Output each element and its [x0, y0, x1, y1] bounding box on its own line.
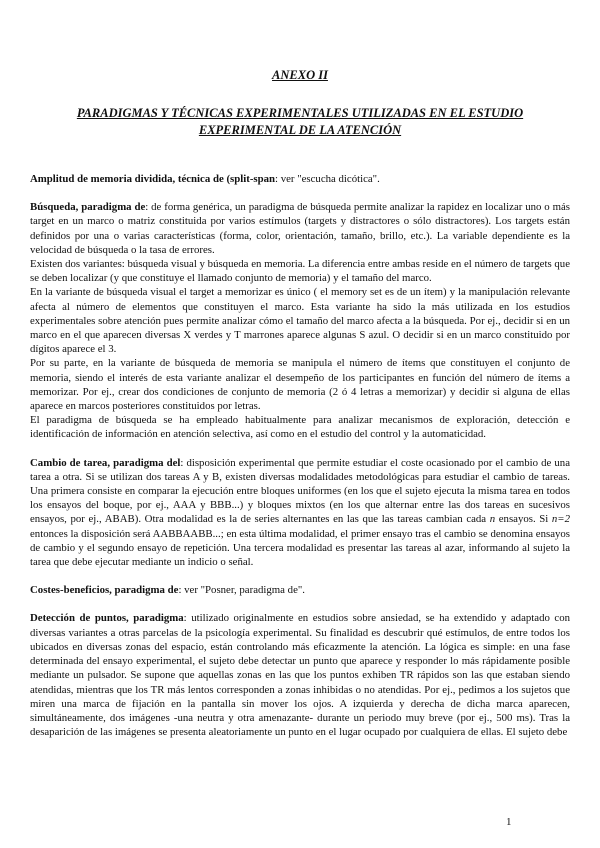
entry-term: Cambio de tarea, paradigma del — [30, 456, 181, 469]
entry-costes — [30, 583, 570, 597]
paragraph: En la variante de búsqueda visual el target a memorizar es único ( el memory set es de un ítem) y la manipulación relevante afecta al número de elementos que constituyen el marco. Esta variante ha sido la más utilizada en los estudios experimentales sobre atención pues permite analizar cómo el tamaño del marco afecta a la búsqueda. Por ej., decidir si en un marco en el que aparecen diversas X verdes y T marrones aparece algunas S azul. O decidir si en un marco constituido por dígitos aparece el 3. — [30, 286, 570, 356]
entry-term: Búsqueda, paradigma de — [30, 201, 146, 214]
entry-term: Costes-beneficios, paradigma de — [30, 584, 179, 597]
entry-text: entonces la disposición será AABBAABB...; en esta última modalidad, el primer ensayo tras el cambio se denomina ensayos de cambio y el segundo ensayo de repetición. Una tercera modalidad es presentar las tareas al azar, informando al sujeto la tarea que debe ejecutar mediante un indicio o señal. — [30, 527, 570, 569]
entry-text: ensayos. Si — [495, 513, 552, 526]
variable-n: n — [489, 513, 496, 526]
page-number: 1 — [506, 816, 512, 828]
entry-text: : ver "escucha dicótica". — [275, 173, 380, 185]
paragraph: El paradigma de búsqueda se ha empleado habitualmente para analizar mecanismos de exploración, detección e identificación de información en atención selectiva, así como en el estudio del control y la automaticidad. — [30, 414, 570, 441]
entry-text: : ver "Posner, paradigma de". — [178, 584, 305, 597]
entry-busqueda — [30, 200, 570, 257]
paragraph: Existen dos variantes: búsqueda visual y búsqueda en memoria. La diferencia entre ambas reside en el número de targets que se deben localizar (y que constituye el llamado conjunto de memoria) y el tamaño del marco. — [30, 258, 570, 285]
entry-term: Detección de puntos, paradigma — [30, 612, 184, 625]
document-title: PARADIGMAS Y TÉCNICAS EXPERIMENTALES UTILIZADAS EN EL ESTUDIO EXPERIMENTAL DE LA ATENCIÓN — [76, 106, 524, 137]
annex-heading: ANEXO II — [272, 68, 328, 82]
entry-text: : de forma genérica, un paradigma de búsqueda permite analizar la rapidez en localizar uno o más target en un marco o matriz constituida por varios estímulos (targets y distractores o sólo distractores). Los targets están definidos por una o varias características (forma, color, orientación, tamaño, brillo, etc.). La variable dependiente es la velocidad de búsqueda o la tasa de errores. — [30, 201, 570, 256]
entry-cambio — [30, 456, 570, 570]
entry-text: : utilizado originalmente en estudios sobre ansiedad, se ha extendido y adaptado con diversas variantes a otras parcelas de la psicología experimental. Su finalidad es descubrir qué estímulos, de entre todos los ubicados en diversas zonas del espacio, están controlando más eficazmente la atención. La lógica es simple: en una fase determinada del ensayo experimental, el sujeto debe detectar un punto que aparece y responder lo más rápidamente posible mediante un pulsador. Se supone que aquellas zonas en las que los puntos exhiben TR rápidos son las que estaban siendo atendidas, mientras que los TR más lentos corresponden a zonas inhibidas o no atendidas. Por ej., pedimos a los sujetos que miren una marca de fijación en la pantalla sin mover los ojos. A izquierda y derecha de dicha marca aparecen, simultáneamente, dos imágenes -una neutra y otra amenazante- durante un periodo muy breve (por ej., 500 ms). Tras la desaparición de las imágenes se presenta aleatoriamente un punto en el lugar ocupado por cualquiera de ellas. El sujeto debe — [30, 612, 570, 739]
entry-term: Amplitud de memoria dividida, técnica de (split-span — [30, 173, 276, 185]
entry-deteccion — [30, 611, 570, 739]
entry-amplitud — [30, 172, 570, 186]
paragraph: Por su parte, en la variante de búsqueda de memoria se manipula el número de ítems que constituyen el conjunto de memoria, siendo el interés de esta variante analizar el desempeño de los participantes en función del número de ítems a memorizar. Por ej., crear dos condiciones de conjunto de memoria (2 ó 4 letras a memorizar) y decidir si alguna de ellas aparece en marcos posteriores constituidos por letras. — [30, 357, 570, 413]
variable-n-equals-2: n=2 — [551, 513, 570, 526]
entry-text: : disposición experimental que permite estudiar el coste ocasionado por el cambio de una tarea a otra. Si se utilizan dos tareas A y B, existen diversas modalidades metodológicas para estudiar el cambio de tareas. Una primera consiste en comparar la ejecución entre bloques uniformes (en los que el sujeto ejecuta la misma tarea en todos los ensayos del boque, por ej., AAA y BBB...) y bloques mixtos (en los que alternar entre las dos tareas en sucesivos ensayos, por ej., ABAB). Otra modalidad es la de series alternantes en las que las tareas cambian cada — [30, 456, 570, 526]
document-body — [30, 172, 570, 739]
